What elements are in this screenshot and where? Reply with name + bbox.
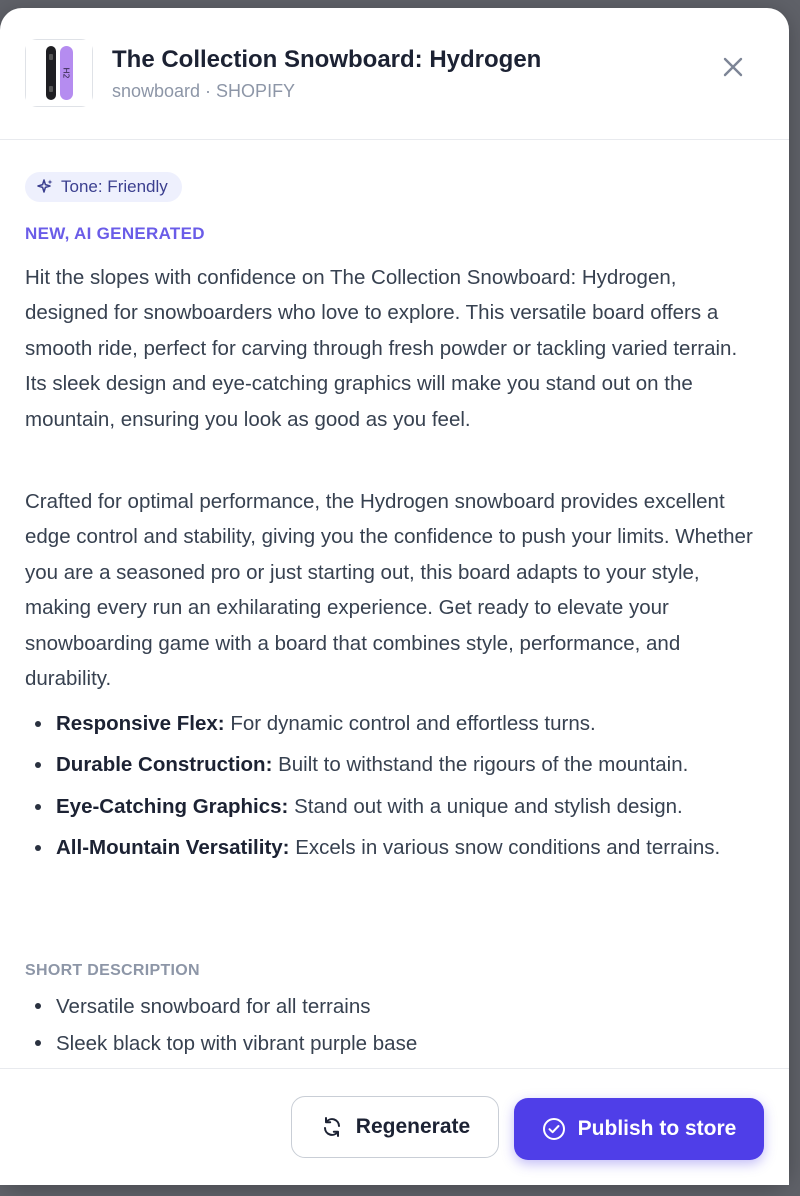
svg-text:H2: H2 [61,67,71,79]
product-title: The Collection Snowboard: Hydrogen [112,46,542,73]
sparkles-icon [36,178,54,196]
feature-list [25,706,770,872]
snowboard-thumbnail-icon [26,40,92,106]
check-circle-icon [542,1117,566,1141]
ai-generated-label: NEW, AI GENERATED [25,224,205,243]
short-description-label: SHORT DESCRIPTION [25,962,200,979]
feature-text: Built to withstand the rigours of the mountain. [272,753,689,777]
feature-item [25,830,770,865]
product-description-modal [0,8,789,1184]
short-description-item: Sleek black top with vibrant purple base [25,1025,770,1062]
tone-label: Tone: Friendly [61,177,168,196]
feature-text: For dynamic control and effortless turns. [224,712,596,735]
close-icon [722,56,744,78]
regenerate-label: Regenerate [355,1115,471,1138]
modal-body[interactable] [0,140,789,1068]
tone-badge[interactable] [25,172,182,202]
feature-item [25,747,770,782]
publish-button[interactable] [514,1098,764,1160]
feature-item [25,706,770,741]
modal-footer [0,1068,789,1185]
feature-title: Eye-Catching Graphics: [56,794,289,818]
description-paragraph: Crafted for optimal performance, the Hydrogen snowboard provides excellent edge control and stability, giving you the confidence to push your limits. Whether you are a seasoned pro or just starting out, this board adapts to your style, making every run an exhilarating experience. Get ready to elevate your snowboarding game with a board that combines style, performance, and durability. [25,490,753,691]
feature-text: Excels in various snow conditions and terrains. [289,836,721,860]
close-button[interactable] [716,50,750,84]
publish-label: Publish to store [577,1117,737,1140]
refresh-icon [320,1115,344,1139]
product-thumbnail [25,39,93,107]
feature-title: All-Mountain Versatility: [56,836,290,860]
short-description-item: Versatile snowboard for all terrains [25,988,770,1025]
description-paragraph: Hit the slopes with confidence on The Collection Snowboard: Hydrogen, designed for snowboarders who love to explore. This versatile board offers a smooth ride, perfect for carving through fresh powder or tackling varied terrain. Its sleek design and eye-catching graphics will make you stand out on the mountain, ensuring you look as good as you feel. [25,266,738,431]
feature-title: Responsive Flex: [56,712,225,735]
product-subtitle: snowboard · SHOPIFY [112,81,296,101]
modal-header [0,8,789,140]
feature-title: Durable Construction: [56,753,273,777]
regenerate-button[interactable] [291,1096,499,1158]
feature-text: Stand out with a unique and stylish design. [288,794,683,818]
feature-item [25,789,770,824]
